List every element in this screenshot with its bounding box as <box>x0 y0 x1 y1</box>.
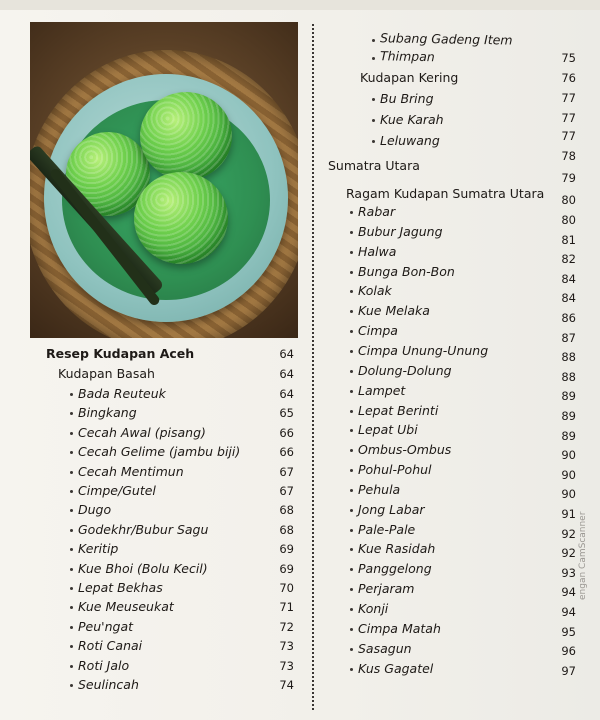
page-number: 90 <box>561 487 576 502</box>
entry-title: Kue Karah <box>380 112 444 127</box>
page-number: 68 <box>279 503 294 518</box>
entry-title: Dolung-Dolung <box>358 362 452 378</box>
entry-title: Kue Meuseukat <box>78 599 174 615</box>
page-number: 69 <box>279 561 294 576</box>
toc-entry <box>78 481 278 501</box>
page-top-edge <box>0 0 600 10</box>
list-bullet <box>350 271 353 274</box>
list-bullet <box>70 529 73 532</box>
page-number: 77 <box>561 111 576 125</box>
list-bullet <box>350 648 353 651</box>
column-divider <box>312 24 314 710</box>
entry-title: Kue Rasidah <box>358 541 436 557</box>
page-number: 86 <box>561 311 576 325</box>
entry-title: Cimpa Unung-Unung <box>358 342 489 358</box>
toc-entry <box>358 281 558 301</box>
toc-entry <box>380 46 580 69</box>
entry-title: Bada Reuteuk <box>78 386 166 401</box>
page-number: 67 <box>279 464 294 479</box>
list-bullet <box>70 471 73 474</box>
entry-title: Roti Jalo <box>78 657 130 673</box>
page-number: 88 <box>561 350 576 365</box>
list-bullet <box>70 684 73 687</box>
page-number: 89 <box>561 428 576 443</box>
scanner-watermark: engan CamScanner <box>578 511 588 600</box>
toc-entry <box>78 462 278 482</box>
page-number: 77 <box>561 91 576 105</box>
page-number: 64 <box>279 367 294 381</box>
list-bullet <box>350 449 353 452</box>
page-number: 65 <box>279 406 294 421</box>
list-bullet <box>372 57 375 60</box>
toc-entry <box>78 539 278 559</box>
page-number: 80 <box>561 213 576 227</box>
page-number: 80 <box>561 193 576 207</box>
entry-title: Cimpe/Gutel <box>78 483 156 498</box>
toc-entry <box>78 559 278 579</box>
toc-entry <box>358 262 558 282</box>
entry-title: Rabar <box>358 204 396 219</box>
toc-group-title <box>58 364 258 384</box>
entry-title: Pehula <box>358 481 401 497</box>
list-bullet <box>70 587 73 590</box>
entry-title: Cecah Awal (pisang) <box>78 424 206 440</box>
toc-entry <box>358 480 558 500</box>
page-number: 91 <box>561 507 576 521</box>
rice-ball <box>134 172 228 264</box>
entry-title: Jong Labar <box>358 501 425 517</box>
list-bullet <box>350 211 353 214</box>
entry-title: Konji <box>358 601 389 616</box>
toc-entry <box>358 420 558 440</box>
list-bullet <box>70 606 73 609</box>
list-bullet <box>350 529 353 532</box>
list-bullet <box>350 568 353 571</box>
page-number: 70 <box>279 581 294 595</box>
page-number: 92 <box>561 526 576 541</box>
page-number: 96 <box>561 644 576 659</box>
list-bullet <box>70 568 73 571</box>
toc-entry <box>358 579 558 599</box>
page-number: 79 <box>561 171 576 185</box>
entry-title: Cimpa Matah <box>358 620 441 636</box>
toc-entry <box>380 89 580 109</box>
entry-title: Roti Canai <box>78 638 143 654</box>
toc-entry <box>78 442 278 462</box>
list-bullet <box>350 251 353 254</box>
list-bullet <box>70 393 73 396</box>
list-bullet <box>350 469 353 472</box>
page-number: 87 <box>561 330 576 345</box>
list-bullet <box>350 410 353 413</box>
entry-title: Ombus-Ombus <box>358 442 452 458</box>
toc-entry <box>358 301 558 321</box>
entry-title: Bunga Bon-Bon <box>358 263 455 279</box>
page-number: 97 <box>561 663 576 678</box>
list-bullet <box>350 668 353 671</box>
toc-entry <box>78 500 278 520</box>
entry-title: Lepat Bekhas <box>78 580 163 595</box>
food-photo <box>30 22 298 338</box>
page-number: 78 <box>561 149 576 163</box>
toc-entry <box>358 361 558 381</box>
entry-title: Bubur Jagung <box>358 223 443 239</box>
subgroup-title-text: Ragam Kudapan Sumatra Utara <box>346 186 545 201</box>
page-number: 94 <box>561 605 576 619</box>
group-title-text: Kudapan Basah <box>58 366 155 381</box>
toc-entry <box>78 423 278 443</box>
list-bullet <box>350 231 353 234</box>
toc-entry <box>78 597 278 617</box>
entry-title: Cimpa <box>358 323 398 339</box>
toc-entry <box>358 500 558 520</box>
entry-title: Halwa <box>358 243 397 259</box>
list-bullet <box>372 140 375 143</box>
toc-entry <box>358 659 558 679</box>
list-bullet <box>372 39 375 42</box>
entry-title: Lampet <box>358 382 406 398</box>
page-number: 71 <box>279 600 294 615</box>
toc-entry <box>78 636 278 656</box>
entry-title: Kue Melaka <box>358 303 430 319</box>
toc-entry <box>358 341 558 361</box>
page-number: 73 <box>279 658 294 673</box>
page-number: 67 <box>279 484 294 498</box>
entry-title: Thimpan <box>379 48 435 65</box>
entry-title: Lepat Berinti <box>358 402 439 418</box>
entry-title: Kolak <box>358 283 392 299</box>
page-number: 93 <box>561 565 576 580</box>
page-number: 90 <box>561 467 576 482</box>
toc-group-title <box>360 68 540 88</box>
toc-entry <box>358 539 558 559</box>
page-number: 64 <box>279 387 294 401</box>
page-number: 94 <box>561 585 576 600</box>
toc-entry <box>78 578 278 598</box>
toc-subgroup-title <box>346 184 546 204</box>
page-number: 88 <box>561 369 576 384</box>
list-bullet <box>70 412 73 415</box>
entry-title: Perjaram <box>358 581 415 597</box>
list-bullet <box>70 665 73 668</box>
toc-entry <box>358 559 558 579</box>
page-number: 77 <box>561 129 576 143</box>
page-number: 89 <box>561 389 576 404</box>
list-bullet <box>350 588 353 591</box>
page-number: 92 <box>561 546 576 561</box>
entry-title: Dugo <box>78 502 112 518</box>
toc-entry <box>358 599 558 619</box>
list-bullet <box>350 429 353 432</box>
list-bullet <box>70 509 73 512</box>
list-bullet <box>70 432 73 435</box>
page-number: 72 <box>279 619 294 634</box>
toc-entry <box>358 381 558 401</box>
toc-entry <box>358 460 558 480</box>
list-bullet <box>350 290 353 293</box>
entry-title: Kus Gagatel <box>358 660 434 676</box>
entry-title: Sasagun <box>358 640 412 656</box>
entry-title: Cecah Gelime (jambu biji) <box>78 444 241 460</box>
toc-entry <box>358 639 558 659</box>
entry-title: Lepat Ubi <box>358 422 418 438</box>
entry-title: Bu Bring <box>380 91 434 106</box>
page-number: 73 <box>279 639 294 654</box>
entry-title: Keritip <box>78 541 119 557</box>
list-bullet <box>350 608 353 611</box>
entry-title: Leluwang <box>380 133 440 148</box>
entry-title: Bingkang <box>78 405 137 421</box>
list-bullet <box>70 645 73 648</box>
entry-title: Panggelong <box>358 561 432 577</box>
list-bullet <box>372 98 375 101</box>
list-bullet <box>350 628 353 631</box>
entry-title: Kue Bhoi (Bolu Kecil) <box>78 560 208 576</box>
list-bullet <box>350 548 353 551</box>
page-number: 66 <box>279 425 294 440</box>
toc-entry <box>78 617 278 637</box>
page-number: 84 <box>561 271 576 286</box>
toc-section-title <box>46 344 246 364</box>
list-bullet <box>350 370 353 373</box>
entry-title: Godekhr/Bubur Sagu <box>78 521 209 537</box>
toc-entry <box>358 520 558 540</box>
page-number: 95 <box>561 624 576 639</box>
list-bullet <box>70 626 73 629</box>
list-bullet <box>372 119 375 122</box>
page-number: 82 <box>561 252 576 267</box>
toc-entry <box>78 403 278 423</box>
rice-ball <box>140 92 232 180</box>
page-number: 68 <box>279 522 294 537</box>
page-number: 76 <box>561 71 576 85</box>
entry-title: Pohul-Pohul <box>358 462 432 478</box>
page-number: 64 <box>279 347 294 361</box>
list-bullet <box>350 489 353 492</box>
toc-entry <box>358 202 558 222</box>
list-bullet <box>350 390 353 393</box>
group-title-text: Kudapan Kering <box>360 70 459 85</box>
toc-entry <box>78 520 278 540</box>
toc-entry <box>358 321 558 341</box>
entry-title: Peu'ngat <box>78 618 134 634</box>
page-number: 89 <box>561 409 576 423</box>
toc-entry <box>358 440 558 460</box>
entry-title: Subang Gadeng Item <box>379 30 513 48</box>
toc-entry <box>78 656 278 676</box>
entry-title: Seulincah <box>78 677 139 692</box>
list-bullet <box>350 350 353 353</box>
page-number: 84 <box>561 291 576 306</box>
list-bullet <box>350 330 353 333</box>
page-number: 66 <box>279 445 294 460</box>
page-number: 81 <box>561 232 576 247</box>
toc-region-title <box>328 156 508 176</box>
list-bullet <box>70 451 73 454</box>
entry-title: Cecah Mentimun <box>78 463 184 479</box>
page-number: 69 <box>279 542 294 557</box>
page-number: 75 <box>561 51 576 65</box>
toc-entry <box>78 384 278 404</box>
toc-entry <box>358 222 558 242</box>
list-bullet <box>350 310 353 313</box>
list-bullet <box>350 509 353 512</box>
toc-entry <box>358 401 558 421</box>
toc-entry <box>358 619 558 639</box>
page-number: 74 <box>279 678 294 692</box>
toc-entry <box>78 675 278 695</box>
page-number: 90 <box>561 448 576 463</box>
toc-entry <box>358 242 558 262</box>
list-bullet <box>70 548 73 551</box>
section-title-text: Resep Kudapan Aceh <box>46 346 195 361</box>
entry-title: Pale-Pale <box>358 521 416 537</box>
list-bullet <box>70 490 73 493</box>
region-title-text: Sumatra Utara <box>328 158 420 173</box>
